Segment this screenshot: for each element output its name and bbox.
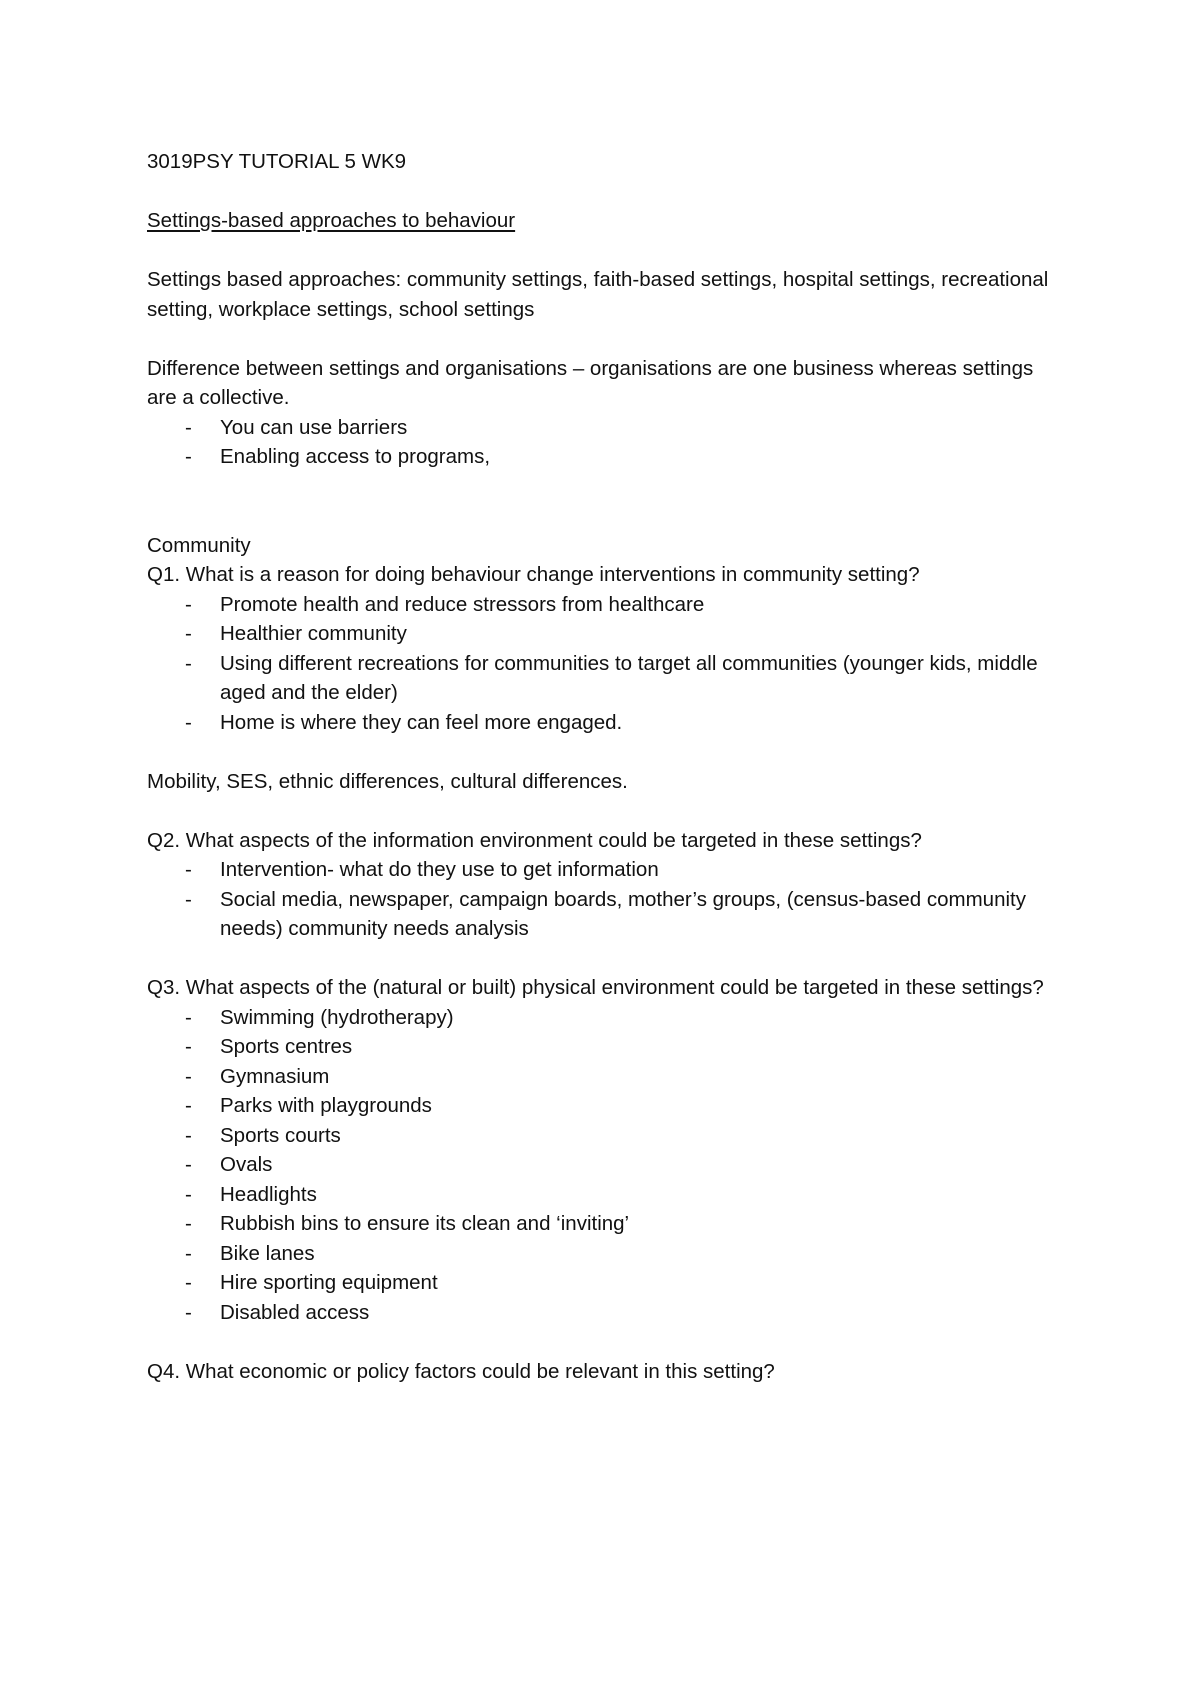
dash-bullet: - <box>185 445 192 468</box>
mobility-paragraph: Mobility, SES, ethnic differences, cultural differences. <box>147 769 628 793</box>
list-item: - Ovals <box>147 1150 1067 1180</box>
difference-paragraph: Difference between settings and organisations – organisations are one business whereas settings are a collective. <box>147 356 1034 409</box>
dash-bullet: - <box>185 1271 192 1294</box>
dash-bullet: - <box>185 1005 192 1029</box>
list-item: - Rubbish bins to ensure its clean and ‘inviting’ <box>147 1209 1067 1239</box>
dash-bullet: - <box>185 622 192 645</box>
question-q1: Q1. What is a reason for doing behaviour change interventions in community setting? <box>147 563 920 586</box>
list-item: - You can use barriers <box>147 413 1067 443</box>
q3-bullet-list <box>147 1003 1067 1328</box>
list-item: - Parks with playgrounds <box>147 1091 1067 1121</box>
dash-bullet: - <box>185 592 192 616</box>
dash-bullet: - <box>185 710 192 734</box>
list-item: - Swimming (hydrotherapy) <box>147 1003 1067 1033</box>
dash-bullet: - <box>185 887 192 911</box>
dash-bullet: - <box>185 1182 192 1206</box>
q1-bullet-list <box>147 590 1067 738</box>
community-heading: Community <box>147 533 251 557</box>
dash-bullet: - <box>185 651 192 675</box>
section-heading: Settings-based approaches to behaviour <box>147 209 516 232</box>
list-item: - Promote health and reduce stressors from healthcare <box>147 590 1067 620</box>
dash-bullet: - <box>185 415 192 439</box>
list-item: - Intervention- what do they use to get information <box>147 855 1067 885</box>
list-item: - Enabling access to programs, <box>147 442 1067 472</box>
dash-bullet: - <box>185 1094 192 1117</box>
dash-bullet: - <box>185 1064 192 1088</box>
dash-bullet: - <box>185 1153 192 1176</box>
question-q3: Q3. What aspects of the (natural or built) physical environment could be targeted in these settings? <box>147 976 1044 999</box>
dash-bullet: - <box>185 1300 192 1324</box>
dash-bullet: - <box>185 1123 192 1147</box>
document-page <box>147 147 1067 1386</box>
list-item: - Using different recreations for communities to target all communities (younger kids, middle aged and the elder) <box>147 649 1067 708</box>
list-item: - Sports courts <box>147 1121 1067 1151</box>
list-item: - Healthier community <box>147 619 1067 649</box>
list-item: - Hire sporting equipment <box>147 1268 1067 1298</box>
list-item: - Social media, newspaper, campaign boards, mother’s groups, (census-based community needs) community needs analysis <box>147 885 1067 944</box>
question-q2: Q2. What aspects of the information environment could be targeted in these settings? <box>147 828 922 852</box>
document-title: 3019PSY TUTORIAL 5 WK9 <box>147 150 407 173</box>
list-item: - Sports centres <box>147 1032 1067 1062</box>
dash-bullet: - <box>185 1035 192 1058</box>
list-item: - Headlights <box>147 1180 1067 1210</box>
dash-bullet: - <box>185 1241 192 1265</box>
list-item: - Disabled access <box>147 1298 1067 1328</box>
list-item: - Home is where they can feel more engaged. <box>147 708 1067 738</box>
dash-bullet: - <box>185 1212 192 1235</box>
settings-intro-paragraph: Settings based approaches: community settings, faith-based settings, hospital settings, recreational setting, workplace settings, school settings <box>147 268 1049 321</box>
q2-bullet-list <box>147 855 1067 944</box>
question-q4: Q4. What economic or policy factors could be relevant in this setting? <box>147 1359 775 1383</box>
intro-bullet-list <box>147 413 1067 472</box>
list-item: - Bike lanes <box>147 1239 1067 1269</box>
dash-bullet: - <box>185 858 192 881</box>
list-item: - Gymnasium <box>147 1062 1067 1092</box>
